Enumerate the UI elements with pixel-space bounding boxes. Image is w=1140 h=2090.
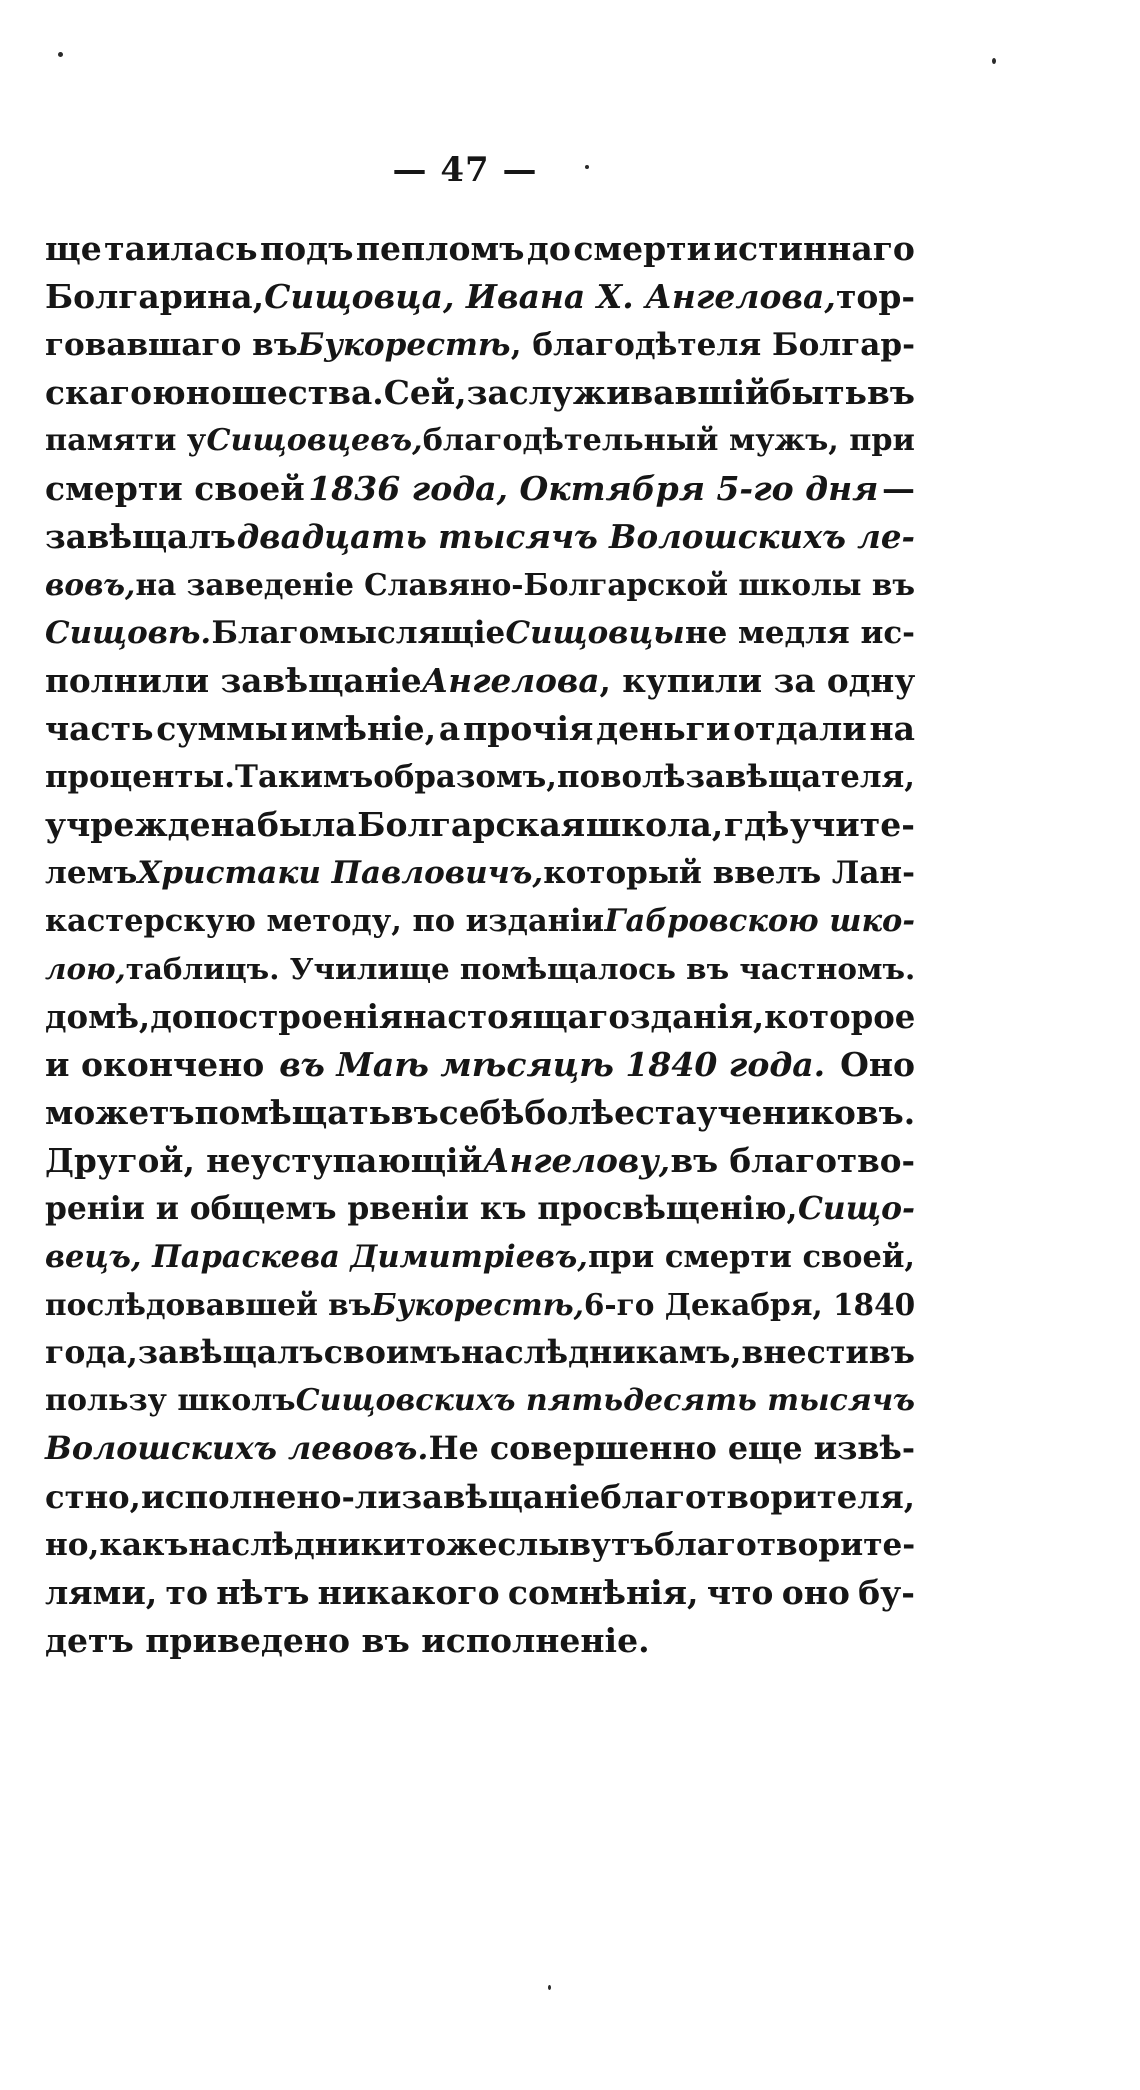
text-segment: завѣщалъ [45, 518, 236, 556]
word: школа, [585, 805, 724, 844]
word: образомъ, [373, 759, 557, 795]
text-line [45, 1089, 915, 1137]
italic-segment: Сищо- [797, 1191, 915, 1227]
text-segment: говавшаго въ [45, 327, 298, 363]
word: суммы [156, 709, 288, 748]
text-segment: кастерскую методу, по изданіи [45, 903, 605, 939]
text-line [45, 273, 915, 321]
text-line [45, 1617, 915, 1665]
text-segment: лемъ [45, 855, 138, 891]
italic-segment: 1836 года, Октября 5-го дня [308, 469, 879, 508]
word: завѣщаніе [401, 1478, 601, 1516]
text-segment: , купили за одну [599, 661, 916, 700]
word: деньги [596, 709, 731, 748]
word: сомнѣнія, [507, 1573, 699, 1612]
italic-segment: Ангелову, [482, 1141, 671, 1180]
text-line [45, 1569, 915, 1617]
word: то [165, 1573, 209, 1612]
text-segment: , благодѣтеля Болгар- [510, 327, 915, 363]
word: а [438, 709, 461, 748]
word: лями, [45, 1573, 158, 1612]
print-speck [992, 58, 996, 64]
italic-segment: вовъ, [45, 567, 136, 602]
text-segment: Не совершенно еще извѣ- [428, 1430, 915, 1467]
text-line [45, 1185, 915, 1233]
word: бу- [858, 1573, 915, 1612]
word: на [869, 709, 915, 748]
italic-segment: двадцать тысячъ Волошскихъ ле- [236, 518, 915, 556]
word: наслѣдники [188, 1527, 407, 1563]
text-segment: не медля ис- [685, 615, 915, 651]
text-segment: таблицъ. Училище помѣщалось въ частномъ. [125, 951, 916, 986]
text-segment: и окончено [45, 1045, 265, 1084]
text-line [45, 1473, 915, 1521]
text-line [45, 369, 915, 417]
italic-segment: въ Маѣ мѣсяцѣ 1840 года. [279, 1045, 826, 1084]
text-line [45, 225, 915, 273]
text-segment: детъ приведено въ исполненіе. [45, 1621, 650, 1660]
text-line [45, 897, 915, 945]
text-line [45, 801, 915, 849]
word: благотворителя, [600, 1478, 915, 1516]
word: часть [45, 709, 154, 748]
print-speck [585, 165, 589, 169]
word: Болгарская [357, 805, 586, 844]
word: отдали [733, 709, 867, 748]
word: домѣ, [45, 998, 151, 1036]
word: своимъ [323, 1334, 461, 1371]
word: какъ [99, 1527, 189, 1563]
text-segment: памяти у [45, 423, 207, 458]
italic-segment: Волошскихъ левовъ. [45, 1430, 429, 1467]
word: стно, [45, 1478, 141, 1516]
text-segment: тор- [835, 277, 915, 316]
word: слывутъ [497, 1527, 655, 1563]
italic-segment: Габровскою шко- [604, 903, 915, 939]
italic-segment: вецъ, Параскева Димитріевъ, [45, 1239, 588, 1275]
word: въ [390, 1093, 439, 1132]
text-line [45, 1137, 915, 1185]
word: тоже [406, 1527, 498, 1563]
body-text [45, 225, 915, 1665]
word: пепломъ [355, 229, 525, 268]
text-line [45, 1329, 915, 1377]
word: построенія [193, 998, 403, 1036]
text-segment: Оно [840, 1045, 915, 1084]
text-segment: на заведеніе Славяно-Болгарской школы въ [135, 567, 915, 602]
word: прочія [463, 709, 594, 748]
word: можетъ [45, 1093, 195, 1132]
text-line [45, 849, 915, 897]
text-line [45, 993, 915, 1041]
text-segment: послѣдовавшей въ [45, 1287, 372, 1322]
word: настоящаго [402, 998, 630, 1036]
text-segment: пользу школъ [45, 1383, 296, 1418]
text-line [45, 1425, 915, 1473]
word: проценты. [45, 759, 235, 795]
word: себѣ [438, 1093, 525, 1132]
word: имѣніе, [290, 709, 437, 748]
text-segment: благодѣтельный мужъ, при [422, 423, 915, 458]
text-segment: Болгарина, [45, 277, 265, 316]
italic-segment: Ангелова [421, 661, 600, 700]
word: внести [741, 1334, 869, 1371]
italic-segment: лою, [45, 951, 126, 986]
italic-segment: Букорестѣ, [371, 1287, 584, 1322]
text-segment: при смерти своей, [588, 1239, 915, 1275]
word: Такимъ [235, 759, 374, 795]
word: что [706, 1573, 774, 1612]
text-segment: Благомыслящіе [211, 615, 506, 651]
text-line [45, 321, 915, 369]
word: года, [45, 1334, 138, 1371]
text-segment: въ благотво- [670, 1141, 915, 1180]
text-line [45, 561, 915, 609]
text-segment: Другой, неуступающій [45, 1141, 483, 1180]
text-line [45, 945, 915, 993]
text-line [45, 657, 915, 705]
word: но, [45, 1527, 100, 1563]
word: ста [634, 1093, 697, 1132]
text-segment: — [882, 469, 915, 508]
word: благотворите- [654, 1527, 916, 1563]
text-segment: реніи и общемъ рвеніи къ просвѣщенію, [45, 1191, 798, 1227]
word: таилась [104, 229, 258, 268]
word: завѣщалъ [137, 1334, 324, 1371]
word: болѣе [524, 1093, 635, 1132]
print-speck [58, 52, 63, 57]
word: ще [45, 229, 102, 268]
text-line [45, 1377, 915, 1425]
italic-segment: Сищовскихъ пятьдесять тысячъ [295, 1383, 915, 1418]
text-line [45, 753, 915, 801]
word: была [256, 805, 357, 844]
word: быть [769, 373, 867, 412]
word: исполнено-ли [140, 1478, 402, 1516]
word: которое [764, 998, 916, 1036]
word: оно [781, 1573, 850, 1612]
italic-segment: Сищовцы [505, 615, 685, 651]
italic-segment: Сищовцевъ, [206, 423, 423, 458]
word: Сей, [383, 373, 467, 412]
word: учреждена [45, 805, 257, 844]
word: наслѣдникамъ, [460, 1334, 742, 1371]
text-segment: который ввелъ Лан- [543, 855, 915, 891]
word: учениковъ. [696, 1093, 916, 1132]
word: учите- [790, 805, 915, 844]
word: гдѣ [723, 805, 790, 844]
text-line [45, 1521, 915, 1569]
word: до [150, 998, 194, 1036]
italic-segment: Сищовѣ. [45, 615, 212, 651]
text-line [45, 513, 915, 561]
italic-segment: Сищовца, Ивана X. Ангелова, [264, 277, 836, 316]
word: въ [866, 373, 915, 412]
word: подъ [260, 229, 354, 268]
word: скаго [45, 373, 152, 412]
text-line [45, 705, 915, 753]
text-line [45, 609, 915, 657]
text-line [45, 417, 915, 465]
text-line [45, 1233, 915, 1281]
word: до [526, 229, 571, 268]
word: въ [868, 1334, 915, 1371]
word: смерти [573, 229, 712, 268]
word: истиннаго [713, 229, 915, 268]
print-speck [548, 1985, 551, 1990]
text-segment: 6-го Декабря, 1840 [583, 1287, 916, 1322]
word: юношества. [152, 373, 384, 412]
word: никакого [317, 1573, 500, 1612]
word: по [557, 759, 601, 795]
text-line [45, 1041, 915, 1089]
word: волѣ [600, 759, 686, 795]
word: завѣщателя, [685, 759, 915, 795]
text-line [45, 1281, 915, 1329]
word: заслуживавшій [466, 373, 770, 412]
word: зданія, [629, 998, 765, 1036]
text-line [45, 465, 915, 513]
word: помѣщать [194, 1093, 391, 1132]
text-segment: смерти своей [45, 469, 305, 508]
page-number: — 47 — [392, 150, 538, 190]
word: нѣтъ [216, 1573, 310, 1612]
italic-segment: Букорестѣ [297, 327, 511, 363]
italic-segment: Христаки Павловичъ, [137, 855, 544, 891]
text-segment: полнили завѣщаніе [45, 661, 422, 700]
